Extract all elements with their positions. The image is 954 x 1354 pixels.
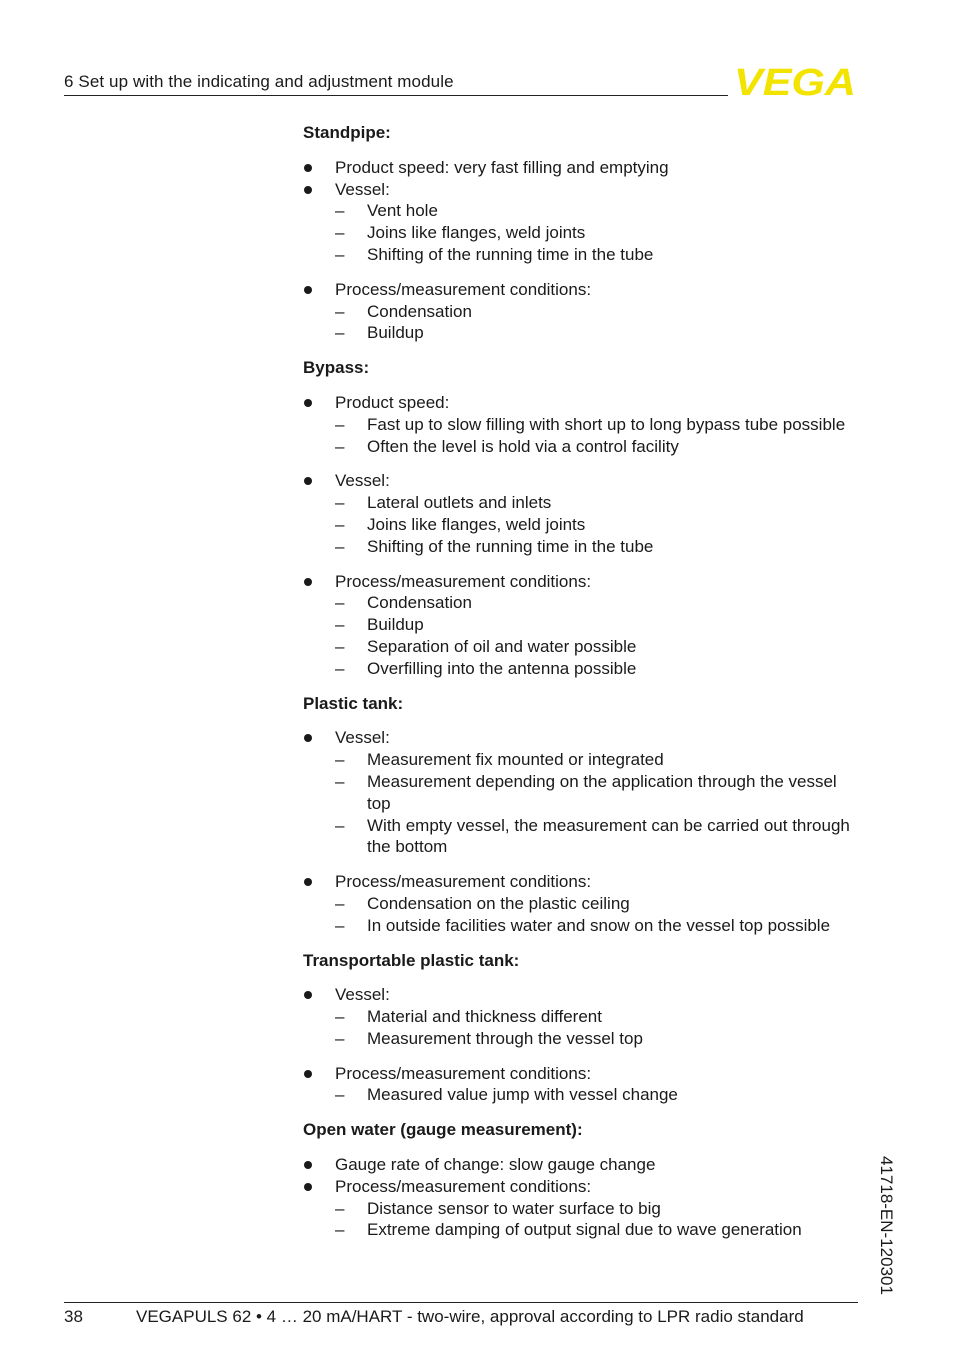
bullet-dot-icon (304, 186, 312, 194)
sub-item (303, 414, 863, 436)
sub-item-text: Condensation (367, 301, 472, 321)
section-heading: Bypass: (303, 358, 370, 378)
bullet-text: Gauge rate of change: slow gauge change (335, 1155, 656, 1175)
bullet-group (303, 392, 863, 457)
bullet-dot-icon (304, 734, 312, 742)
bullet-item (303, 279, 863, 301)
sub-item-text: Buildup (367, 323, 424, 343)
section (303, 693, 863, 937)
section (303, 1119, 863, 1241)
dash-icon: – (335, 493, 345, 513)
sub-item (303, 815, 863, 859)
dash-icon: – (335, 223, 345, 243)
sub-item (303, 436, 863, 458)
sub-item-text: Separation of oil and water possible (367, 636, 637, 656)
bullet-text: Vessel: (335, 728, 390, 748)
bullet-dot-icon (304, 578, 312, 586)
sub-item-text: Often the level is hold via a control facility (367, 436, 679, 456)
sub-item-text: Material and thickness different (367, 1007, 602, 1027)
bullet-item (303, 571, 863, 593)
sub-item (303, 244, 863, 266)
bullet-dot-icon (304, 1183, 312, 1191)
sub-item-text: Fast up to slow filling with short up to long bypass tube possible (367, 414, 846, 434)
sub-item-text: Extreme damping of output signal due to wave generation (367, 1220, 802, 1240)
sub-item-text: Measurement through the vessel top (367, 1028, 643, 1048)
bullet-group (303, 1154, 863, 1241)
sub-item-text: Measurement fix mounted or integrated (367, 750, 664, 770)
bullet-group (303, 571, 863, 680)
sub-item-text: Condensation on the plastic ceiling (367, 893, 630, 913)
sub-item-text: In outside facilities water and snow on the vessel top possible (367, 915, 831, 935)
dash-icon: – (335, 658, 345, 678)
sub-item-text: Measurement depending on the application through the vessel top (367, 771, 837, 813)
bullet-dot-icon (304, 399, 312, 407)
section-heading: Standpipe: (303, 123, 391, 142)
sub-item (303, 592, 863, 614)
dash-icon: – (335, 636, 345, 656)
sub-item (303, 614, 863, 636)
footer-divider (64, 1302, 858, 1303)
dash-icon: – (335, 893, 345, 913)
dash-icon: – (335, 915, 345, 935)
dash-icon: – (335, 771, 345, 791)
section (303, 357, 863, 679)
dash-icon: – (335, 815, 345, 835)
dash-icon: – (335, 615, 345, 635)
page-number: 38 (64, 1307, 83, 1326)
footer-product-text: VEGAPULS 62 • 4 … 20 mA/HART - two-wire, approval according to LPR radio standard (136, 1307, 804, 1326)
bullet-item (303, 392, 863, 414)
section-heading: Open water (gauge measurement): (303, 1120, 583, 1140)
dash-icon: – (335, 201, 345, 221)
dash-icon: – (335, 1220, 345, 1240)
bullet-dot-icon (304, 164, 312, 172)
bullet-text: Process/measurement conditions: (335, 872, 592, 892)
bullet-group (303, 1063, 863, 1107)
dash-icon: – (335, 1085, 345, 1105)
bullet-group (303, 470, 863, 557)
dash-icon: – (335, 436, 345, 456)
bullet-group (303, 157, 863, 266)
bullet-item (303, 984, 863, 1006)
bullet-text: Process/measurement conditions: (335, 1063, 592, 1083)
sub-item-text: Shifting of the running time in the tube (367, 536, 654, 556)
dash-icon: – (335, 1198, 345, 1218)
bullet-text: Process/measurement conditions: (335, 1176, 592, 1196)
sub-item (303, 536, 863, 558)
sub-item (303, 771, 863, 815)
sub-item-text: Lateral outlets and inlets (367, 493, 552, 513)
bullet-dot-icon (304, 991, 312, 999)
sub-item (303, 222, 863, 244)
bullet-text: Process/measurement conditions: (335, 279, 592, 299)
sub-item (303, 1006, 863, 1028)
section-heading: Transportable plastic tank: (303, 950, 520, 970)
bullet-text: Vessel: (335, 179, 390, 199)
running-header: 6 Set up with the indicating and adjustment module (64, 72, 454, 91)
sub-item (303, 492, 863, 514)
bullet-dot-icon (304, 878, 312, 886)
sub-item (303, 301, 863, 323)
svg-text:VEGA: VEGA (734, 64, 856, 100)
section-heading: Plastic tank: (303, 693, 404, 713)
dash-icon: – (335, 593, 345, 613)
sub-item-text: Joins like flanges, weld joints (367, 223, 586, 243)
bullet-group (303, 279, 863, 344)
bullet-group (303, 727, 863, 858)
bullet-text: Vessel: (335, 985, 390, 1005)
dash-icon: – (335, 323, 345, 343)
bullet-item (303, 871, 863, 893)
dash-icon: – (335, 1028, 345, 1048)
sub-item (303, 893, 863, 915)
document-code: 41718-EN-120301 (877, 1156, 896, 1295)
dash-icon: – (335, 414, 345, 434)
sub-item (303, 636, 863, 658)
sub-item (303, 1084, 863, 1106)
bullet-text: Product speed: very fast filling and emptying (335, 157, 669, 177)
sub-item (303, 915, 863, 937)
section (303, 950, 863, 1107)
sub-item-text: Distance sensor to water surface to big (367, 1198, 661, 1218)
bullet-text: Process/measurement conditions: (335, 571, 592, 591)
bullet-dot-icon (304, 286, 312, 294)
bullet-group (303, 871, 863, 936)
sub-item-text: Buildup (367, 615, 424, 635)
header-divider (64, 95, 728, 96)
bullet-dot-icon (304, 477, 312, 485)
bullet-text: Vessel: (335, 471, 390, 491)
sub-item-text: Vent hole (367, 201, 438, 221)
sub-item (303, 1028, 863, 1050)
bullet-dot-icon (304, 1070, 312, 1078)
bullet-dot-icon (304, 1161, 312, 1169)
dash-icon: – (335, 1007, 345, 1027)
dash-icon: – (335, 301, 345, 321)
vega-logo (734, 64, 858, 100)
sub-item (303, 749, 863, 771)
bullet-item (303, 727, 863, 749)
sub-item (303, 1198, 863, 1220)
sub-item-text: Condensation (367, 593, 472, 613)
dash-icon: – (335, 244, 345, 264)
bullet-item (303, 1063, 863, 1085)
bullet-item (303, 1154, 863, 1176)
section (303, 122, 863, 344)
sub-item (303, 658, 863, 680)
sub-item (303, 200, 863, 222)
dash-icon: – (335, 750, 345, 770)
bullet-item (303, 179, 863, 201)
sub-item (303, 1219, 863, 1241)
sub-item-text: Joins like flanges, weld joints (367, 514, 586, 534)
bullet-item (303, 157, 863, 179)
document-body (303, 122, 863, 1254)
sub-item-text: With empty vessel, the measurement can be carried out through the bottom (367, 815, 850, 857)
bullet-item (303, 1176, 863, 1198)
sub-item-text: Shifting of the running time in the tube (367, 244, 654, 264)
sub-item (303, 322, 863, 344)
sub-item-text: Overfilling into the antenna possible (367, 658, 637, 678)
dash-icon: – (335, 514, 345, 534)
dash-icon: – (335, 536, 345, 556)
bullet-text: Product speed: (335, 392, 450, 412)
bullet-item (303, 470, 863, 492)
bullet-group (303, 984, 863, 1049)
sub-item-text: Measured value jump with vessel change (367, 1085, 678, 1105)
sub-item (303, 514, 863, 536)
